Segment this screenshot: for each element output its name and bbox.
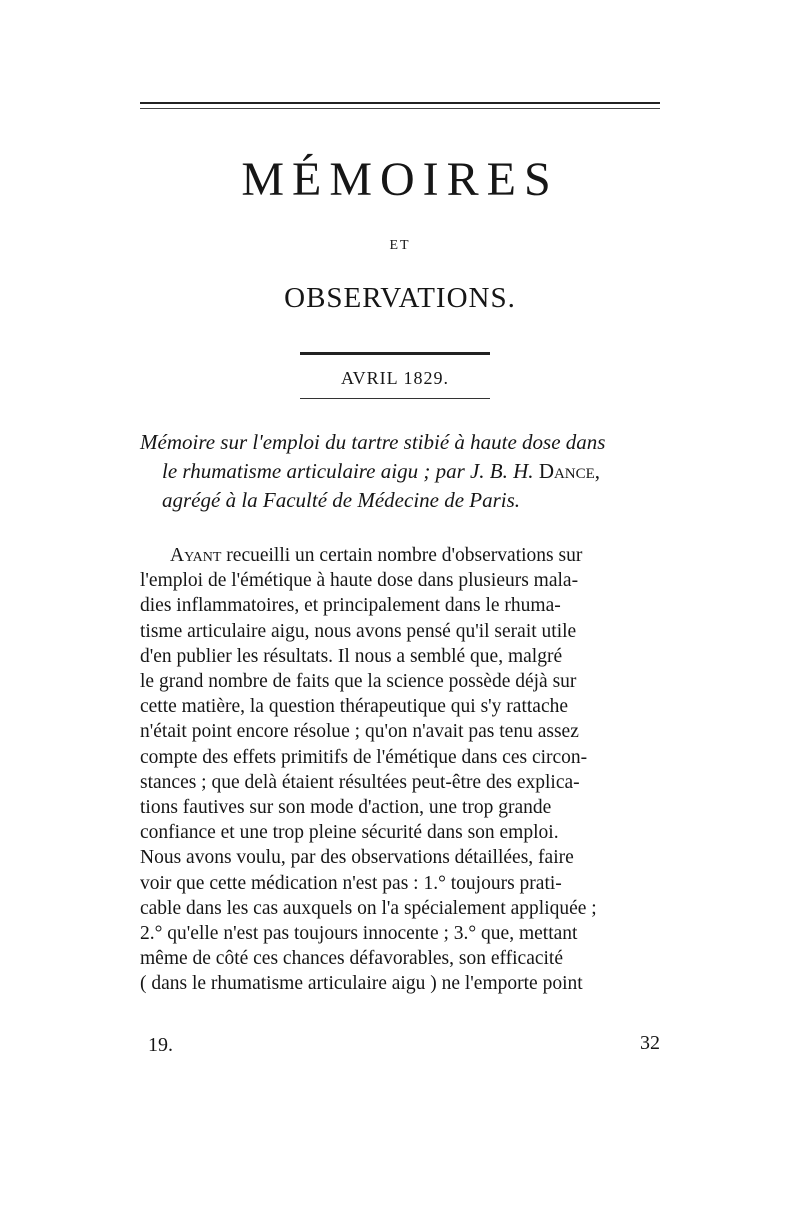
body-line: tisme articulaire aigu, nous avons pensé qu'il serait utile — [140, 620, 577, 642]
article-heading — [140, 428, 665, 515]
opening-word: Ayant — [170, 545, 222, 566]
date-rule-top — [300, 352, 490, 355]
heading-line: Mémoire sur l'emploi du tartre stibié à haute dose dans — [140, 430, 606, 454]
body-line: confiance et une trop pleine sécurité dans son emploi. — [140, 822, 559, 844]
heading-line: agrégé à la Faculté de Médecine de Paris. — [162, 488, 521, 512]
title-conjunction: ET — [389, 238, 411, 253]
body-line: 2.° qu'elle n'est pas toujours innocente ; 3.° que, mettant — [140, 923, 578, 945]
top-rule-thin — [140, 108, 660, 109]
body-line: ( dans le rhumatisme articulaire aigu ) ne l'emporte point — [140, 973, 583, 995]
article-body — [140, 543, 660, 997]
body-line — [140, 543, 660, 568]
body-line: compte des effets primitifs de l'émétique dans ces circon- — [140, 746, 588, 768]
body-line: le grand nombre de faits que la science possède déjà sur — [140, 671, 577, 693]
body-line: cable dans les cas auxquels on l'a spécialement appliquée ; — [140, 897, 597, 919]
page-number: 32 — [640, 1032, 660, 1054]
body-line: d'en publier les résultats. Il nous a semblé que, malgré — [140, 645, 563, 667]
section-title: MÉMOIRES — [241, 153, 559, 206]
body-line: stances ; que delà étaient résultées peut-être des explica- — [140, 771, 580, 793]
body-line: Nous avons voulu, par des observations détaillées, faire — [140, 847, 574, 869]
signature-mark: 19. — [148, 1034, 173, 1056]
body-line: cette matière, la question thérapeutique qui s'y rattache — [140, 696, 569, 718]
heading-line — [140, 457, 665, 486]
heading-line-text: le rhumatisme articulaire aigu ; par J. B. H. — [162, 459, 534, 483]
body-line: voir que cette médication n'est pas : 1.° toujours prati- — [140, 872, 562, 894]
first-line-text: recueilli un certain nombre d'observations sur — [226, 545, 583, 566]
body-line: n'était point encore résolue ; qu'on n'avait pas tenu assez — [140, 721, 579, 743]
section-subtitle: OBSERVATIONS. — [284, 282, 516, 314]
body-line: dies inflammatoires, et principalement dans le rhuma- — [140, 595, 561, 617]
body-line: l'emploi de l'émétique à haute dose dans plusieurs mala- — [140, 570, 579, 592]
date-rule-bottom — [300, 398, 490, 399]
issue-date: AVRIL 1829. — [340, 368, 449, 388]
body-line: tions fautives sur son mode d'action, une trop grande — [140, 797, 552, 819]
body-line: même de côté ces chances défavorables, son efficacité — [140, 948, 564, 970]
author-surname: Dance, — [538, 459, 601, 483]
top-rule — [140, 102, 660, 104]
